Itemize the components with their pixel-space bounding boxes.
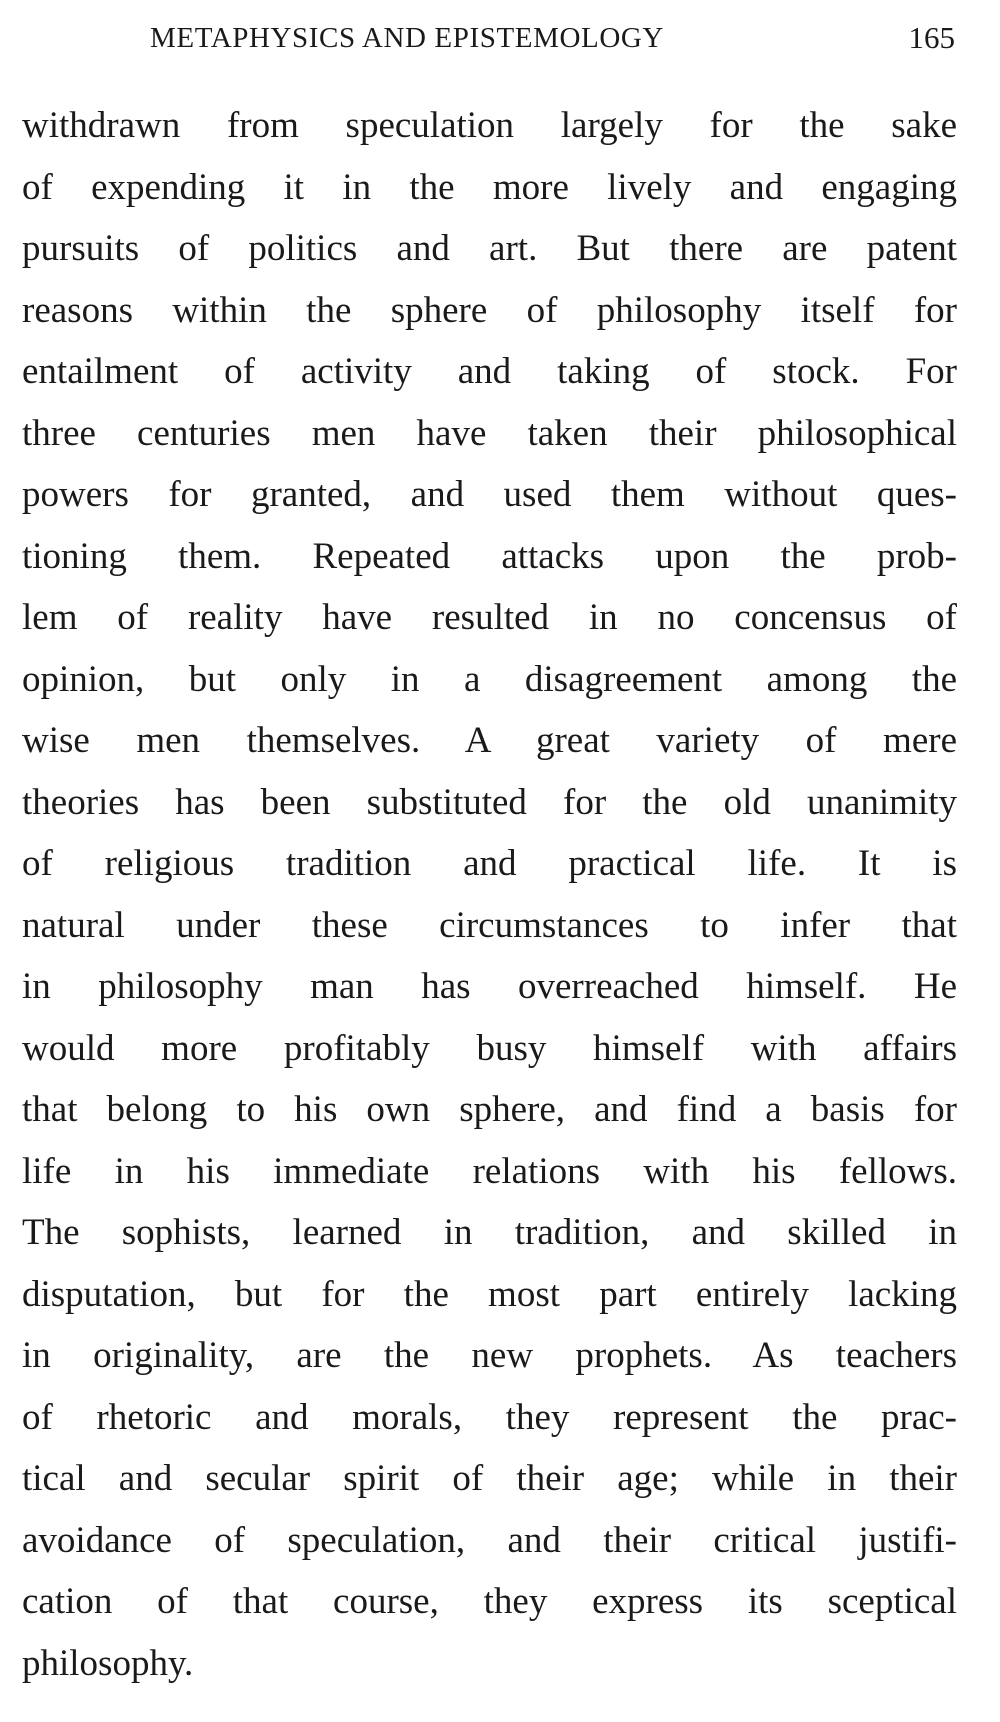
text-line: philosophy. — [22, 1642, 194, 1684]
text-line: that belong to his own sphere, and find a basis for — [22, 1089, 957, 1130]
text-line: tical and secular spirit of their age; while in their — [22, 1458, 957, 1499]
text-line: life in his immediate relations with his fellows. — [22, 1150, 957, 1192]
text-line: entailment of activity and taking of stock. For — [22, 351, 957, 392]
text-line: of expending it in the more lively and engaging — [22, 166, 957, 208]
text-line: avoidance of speculation, and their critical justifi- — [22, 1519, 957, 1561]
text-line: three centuries men have taken their philosophical — [22, 412, 957, 454]
text-line: would more profitably busy himself with affairs — [22, 1027, 957, 1069]
running-title: METAPHYSICS AND EPISTEMOLOGY — [150, 22, 664, 54]
text-line: cation of that course, they express its sceptical — [22, 1581, 957, 1622]
text-line: withdrawn from speculation largely for the sake — [22, 105, 957, 146]
running-head — [150, 18, 955, 58]
text-line: theories has been substituted for the old unanimity — [22, 781, 957, 823]
text-line: natural under these circumstances to infer that — [22, 904, 957, 946]
text-line: of rhetoric and morals, they represent the prac- — [22, 1396, 957, 1438]
page-number: 165 — [908, 20, 955, 55]
body-paragraph — [22, 95, 957, 1694]
text-line: powers for granted, and used them without ques- — [22, 474, 957, 515]
text-line: wise men themselves. A great variety of mere — [22, 720, 957, 761]
text-line: tioning them. Repeated attacks upon the prob- — [22, 535, 957, 577]
text-line: pursuits of politics and art. But there are patent — [22, 228, 957, 269]
text-line: opinion, but only in a disagreement among the — [22, 658, 957, 700]
text-line: disputation, but for the most part entirely lacking — [22, 1273, 957, 1315]
text-line: The sophists, learned in tradition, and skilled in — [22, 1212, 957, 1253]
text-line: of religious tradition and practical life. It is — [22, 843, 957, 884]
text-line: lem of reality have resulted in no concensus of — [22, 597, 957, 638]
text-line: in originality, are the new prophets. As teachers — [22, 1335, 957, 1376]
text-line: reasons within the sphere of philosophy itself for — [22, 289, 957, 331]
text-line: in philosophy man has overreached himself. He — [22, 966, 957, 1007]
